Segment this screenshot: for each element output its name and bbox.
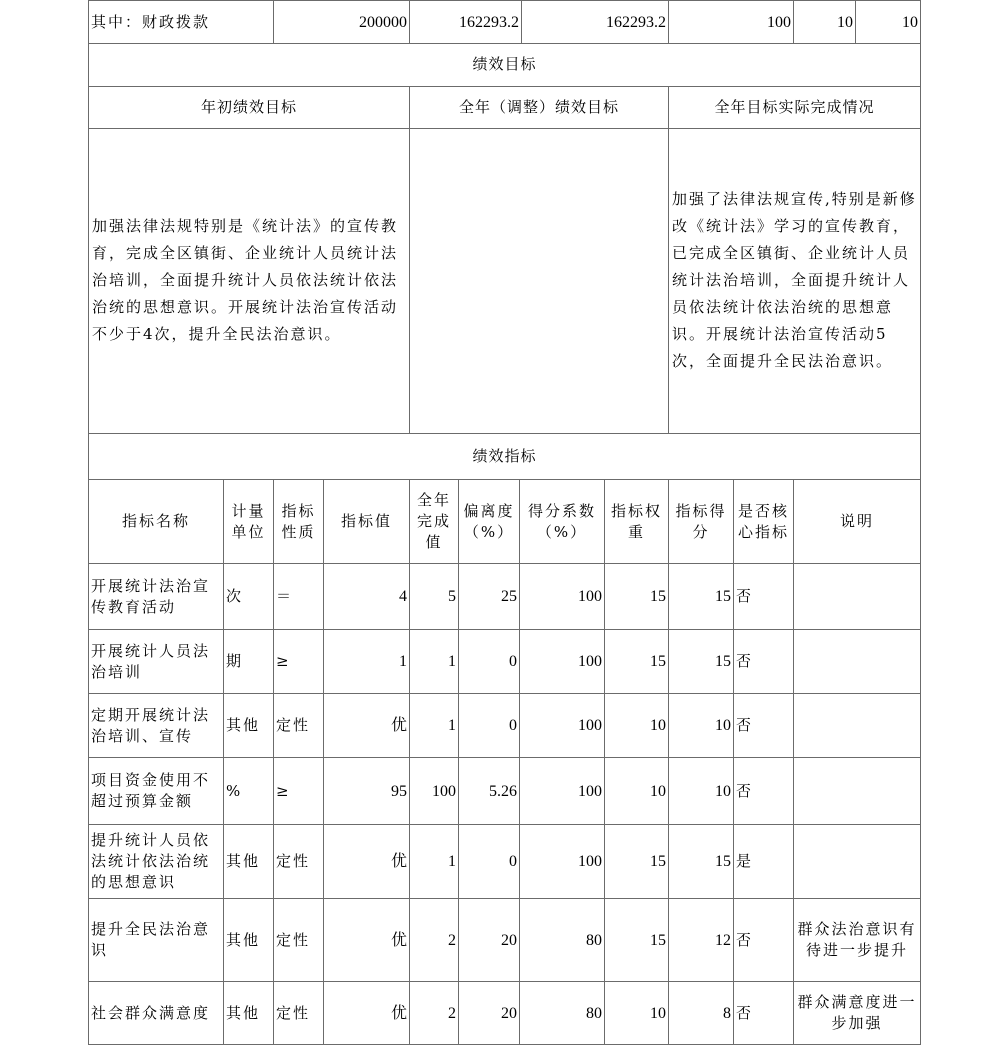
indicator-target: 优	[324, 899, 410, 982]
indicator-core: 否	[734, 630, 794, 694]
annual-budget: 200000	[274, 1, 410, 44]
col-header-unit: 计量单位	[224, 480, 274, 564]
indicator-unit: 其他	[224, 899, 274, 982]
indicator-note: 群众满意度进一步加强	[794, 982, 921, 1045]
indicator-name: 提升全民法治意识	[89, 899, 224, 982]
indicator-name: 提升统计人员依法统计依法治统的思想意识	[89, 825, 224, 899]
indicator-deviation: 25	[459, 564, 520, 630]
indicator-score: 8	[669, 982, 734, 1045]
indicator-actual: 2	[410, 899, 459, 982]
indicator-target: 4	[324, 564, 410, 630]
col-header-score: 指标得分	[669, 480, 734, 564]
indicator-score: 15	[669, 825, 734, 899]
col-header-nature: 指标性质	[274, 480, 324, 564]
actual-completion-text: 加强了法律法规宣传,特别是新修改《统计法》学习的宣传教育，已完成全区镇街、企业统计人员统计法治培训，全面提升统计人员依法统计依法治统的思想意识。开展统计法治宣传活动5次，全面提升全民法治意识。	[669, 128, 921, 433]
indicator-score: 10	[669, 694, 734, 758]
indicator-deviation: 5.26	[459, 758, 520, 825]
indicator-target: 优	[324, 825, 410, 899]
indicator-note	[794, 825, 921, 899]
indicator-weight: 10	[605, 758, 669, 825]
indicator-row	[89, 825, 921, 899]
indicator-target: 优	[324, 694, 410, 758]
indicator-row	[89, 564, 921, 630]
col-header-weight: 指标权重	[605, 480, 669, 564]
indicator-coefficient: 80	[520, 982, 605, 1045]
indicator-unit: 其他	[224, 694, 274, 758]
indicator-actual: 5	[410, 564, 459, 630]
indicator-nature: ＝	[274, 564, 324, 630]
indicator-rows	[89, 564, 921, 1045]
indicator-unit: 期	[224, 630, 274, 694]
funding-label: 其中：财政拨款	[89, 1, 274, 44]
indicator-actual: 1	[410, 694, 459, 758]
indicators-section-title: 绩效指标	[89, 434, 921, 480]
indicator-core: 否	[734, 758, 794, 825]
indicator-row	[89, 899, 921, 982]
indicator-coefficient: 100	[520, 694, 605, 758]
header-actual-completion: 全年目标实际完成情况	[669, 86, 921, 128]
header-initial-goal: 年初绩效目标	[89, 86, 410, 128]
indicator-note	[794, 694, 921, 758]
adjusted-goal-text	[410, 128, 669, 433]
indicator-name: 项目资金使用不超过预算金额	[89, 758, 224, 825]
indicator-deviation: 0	[459, 630, 520, 694]
indicator-weight: 10	[605, 694, 669, 758]
goals-table	[88, 44, 921, 434]
funding-score: 10	[856, 1, 921, 44]
goals-section-title: 绩效目标	[89, 44, 921, 86]
indicator-row	[89, 982, 921, 1045]
indicator-name: 定期开展统计法治培训、宣传	[89, 694, 224, 758]
indicator-note	[794, 758, 921, 825]
indicator-core: 否	[734, 982, 794, 1045]
indicator-actual: 1	[410, 825, 459, 899]
indicator-coefficient: 100	[520, 758, 605, 825]
indicator-nature: 定性	[274, 982, 324, 1045]
indicator-name: 社会群众满意度	[89, 982, 224, 1045]
indicator-actual: 2	[410, 982, 459, 1045]
indicator-score: 12	[669, 899, 734, 982]
indicator-note: 群众法治意识有待进一步提升	[794, 899, 921, 982]
indicator-deviation: 20	[459, 899, 520, 982]
indicator-nature: 定性	[274, 899, 324, 982]
indicator-unit: 其他	[224, 982, 274, 1045]
indicator-nature: ≥	[274, 758, 324, 825]
indicator-score: 15	[669, 630, 734, 694]
execution-rate: 100	[669, 1, 794, 44]
indicator-coefficient: 100	[520, 630, 605, 694]
indicator-nature: 定性	[274, 825, 324, 899]
indicator-weight: 15	[605, 825, 669, 899]
indicator-note	[794, 564, 921, 630]
indicator-note	[794, 630, 921, 694]
col-header-coefficient: 得分系数（%）	[520, 480, 605, 564]
indicator-row	[89, 630, 921, 694]
indicator-weight: 15	[605, 630, 669, 694]
indicator-row	[89, 758, 921, 825]
full-year-budget: 162293.2	[410, 1, 522, 44]
indicator-weight: 15	[605, 899, 669, 982]
indicator-target: 优	[324, 982, 410, 1045]
indicator-unit: 其他	[224, 825, 274, 899]
col-header-name: 指标名称	[89, 480, 224, 564]
indicator-nature: 定性	[274, 694, 324, 758]
indicator-deviation: 0	[459, 694, 520, 758]
indicator-core: 否	[734, 694, 794, 758]
indicator-weight: 15	[605, 564, 669, 630]
indicator-weight: 10	[605, 982, 669, 1045]
col-header-core: 是否核心指标	[734, 480, 794, 564]
indicator-core: 是	[734, 825, 794, 899]
header-adjusted-goal: 全年（调整）绩效目标	[410, 86, 669, 128]
col-header-target: 指标值	[324, 480, 410, 564]
indicators-header-row	[89, 480, 921, 564]
col-header-deviation: 偏离度（%）	[459, 480, 520, 564]
funding-row	[89, 1, 921, 44]
indicator-actual: 1	[410, 630, 459, 694]
indicator-core: 否	[734, 564, 794, 630]
indicator-score: 15	[669, 564, 734, 630]
indicator-actual: 100	[410, 758, 459, 825]
col-header-note: 说明	[794, 480, 921, 564]
indicator-unit: %	[224, 758, 274, 825]
indicator-name: 开展统计人员法治培训	[89, 630, 224, 694]
indicator-target: 95	[324, 758, 410, 825]
indicator-name: 开展统计法治宣传教育活动	[89, 564, 224, 630]
indicator-score: 10	[669, 758, 734, 825]
indicators-table	[88, 434, 921, 1046]
col-header-actual: 全年完成值	[410, 480, 459, 564]
initial-goal-text: 加强法律法规特别是《统计法》的宣传教育，完成全区镇街、企业统计人员统计法治培训，全面提升统计人员依法统计依法治统的思想意识。开展统计法治宣传活动不少于4次，提升全民法治意识。	[89, 128, 410, 433]
funding-weight: 10	[794, 1, 856, 44]
performance-evaluation-sheet	[88, 0, 920, 1045]
full-year-executed: 162293.2	[522, 1, 669, 44]
indicator-coefficient: 100	[520, 825, 605, 899]
indicator-deviation: 20	[459, 982, 520, 1045]
indicator-deviation: 0	[459, 825, 520, 899]
indicator-row	[89, 694, 921, 758]
funding-table	[88, 0, 921, 44]
indicator-coefficient: 100	[520, 564, 605, 630]
indicator-coefficient: 80	[520, 899, 605, 982]
indicator-nature: ≥	[274, 630, 324, 694]
indicator-target: 1	[324, 630, 410, 694]
indicator-unit: 次	[224, 564, 274, 630]
indicator-core: 否	[734, 899, 794, 982]
